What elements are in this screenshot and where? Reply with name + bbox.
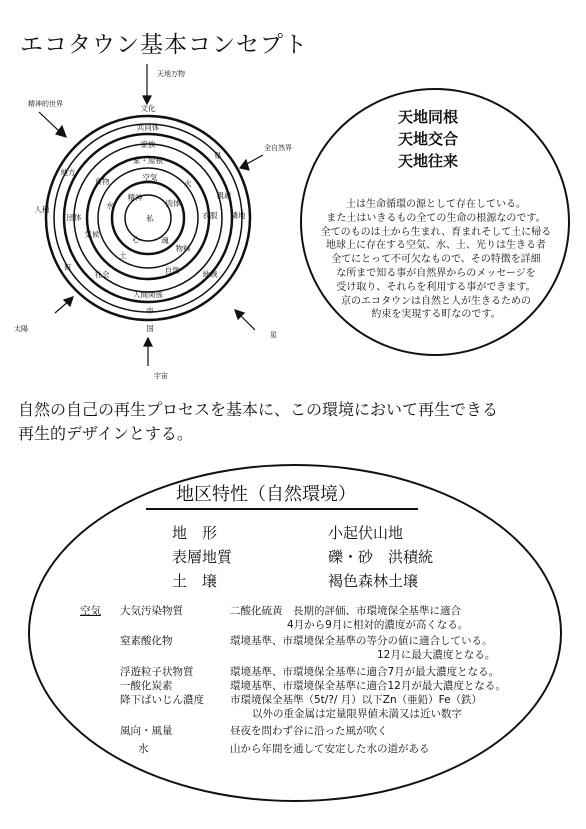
row-detail: 12月に最大濃度となる。: [377, 649, 496, 661]
concept-line: 京のエコタウンは自然と人が生きるための: [341, 295, 531, 307]
row-item: 降下ばいじん濃度: [120, 694, 204, 706]
row-item: 風向・風量: [120, 725, 173, 737]
ring-label-nikutai: 肉体: [165, 199, 181, 208]
ring-label-tanrin: 隣地: [230, 211, 246, 220]
ring-label-shi: 市: [146, 306, 154, 315]
row-detail: 環境基準、市環境保全基準の等分の値に適合している。: [230, 635, 493, 647]
ring-label-chiiki: 地域: [202, 270, 218, 279]
ring-label-ie: 家・屋根: [133, 156, 163, 165]
ring-label-dantai: 団体: [66, 213, 82, 222]
terrain-label: 地 形: [172, 524, 218, 542]
row-detail: 山から年間を通して安定した水の道がある: [230, 743, 430, 755]
row-detail: 4月から9月に相対的濃度が高くなる。: [287, 619, 469, 631]
concept-line: 全てのものは土から生まれ、育まれそして土に帰る: [320, 226, 552, 238]
ring-label-chiho: 地方: [60, 168, 76, 177]
concept-line: また土はいきるもの全ての生命の根源なのです。: [326, 212, 546, 224]
district-title-divider: [146, 508, 418, 510]
ring-label-bunka: 文化: [140, 104, 156, 113]
ring-label-shakai: 社会: [94, 270, 110, 279]
district-title: 地区特性（自然環境）: [176, 484, 356, 505]
ring-label-mizu: 水: [106, 201, 114, 210]
lead-line: 自然の自己の再生プロセスを基本に、この環境において再生できる: [18, 400, 499, 419]
lead-statement: [18, 398, 498, 446]
ring-label-kuki: 空気: [142, 173, 158, 182]
ring-label-kazoku: 家族: [140, 140, 156, 149]
row-item: 窒素酸化物: [120, 635, 173, 647]
concept-line: な所まで知る事が自然界からのメッセージを: [336, 267, 536, 279]
ring-label-shizen: 自然: [164, 266, 180, 275]
terrain-value: 礫・砂 洪積統: [328, 548, 434, 566]
terrain-label: 表層地質: [172, 548, 233, 566]
ring-label-tamashii: 魂: [161, 236, 169, 245]
label-zenshizenkai: 全自然界: [264, 144, 292, 152]
concept-body: [312, 198, 560, 322]
ring-label-shokumotsu: 食物: [94, 177, 110, 186]
headline-tenchi-dokon: 天地同根: [398, 108, 459, 126]
ring-label-machi: 町: [64, 263, 72, 272]
row-item: 水: [138, 743, 149, 755]
ring-label-kyodotai: 共同体: [136, 123, 160, 132]
ring-label-ningen: 人種: [34, 205, 50, 214]
row-detail: 市環境保全基準（5t/?/ 月）以下Zn（亜鉛）Fe（鉄）: [230, 694, 483, 706]
row-item: 一酸化炭素: [120, 680, 173, 692]
concept-line: 約束を実現する町なのです。: [371, 309, 501, 321]
ring-label-ifuku: 衣服: [202, 211, 218, 220]
ring-label-ken: 県: [214, 151, 222, 160]
ring-label-shinzoku: 親戚: [216, 191, 232, 200]
terrain-value: 褐色森林土壌: [328, 572, 419, 590]
page-title: エコタウン基本コンセプト: [20, 32, 308, 58]
concentric-circle-diagram: [0, 60, 300, 380]
ring-label-kokoro: 心: [132, 235, 140, 244]
row-detail: 昼夜を問わず谷に沿った風が吹く: [230, 725, 388, 737]
ring-label-butsuryo: 物料: [175, 244, 191, 253]
label-tenchibanbutsu: 天地万物: [157, 70, 185, 78]
terrain-label: 土 壌: [172, 572, 218, 590]
ring-label-tsuchi: 土: [119, 251, 127, 260]
row-detail: 二酸化硫黄 長期的評価、市環境保全基準に適合: [230, 605, 461, 617]
row-detail: 環境基準、市環境保全基準に適合12月が最大濃度となる。: [230, 680, 506, 692]
concept-line: 土は生命循環の源として存在している。: [346, 199, 526, 210]
label-seishinteki-sekai: 精神的世界: [28, 100, 63, 108]
label-hoshi: 星: [270, 331, 277, 339]
category-air: 空気: [80, 605, 101, 617]
headline-tenchi-orai: 天地往来: [398, 152, 459, 170]
concept-line: 地球上に存在する空気、水、土、光りは生きる者: [326, 240, 546, 252]
ring-label-ningenkankei: 人間関係: [133, 290, 163, 299]
terrain-value: 小起伏山地: [328, 524, 404, 542]
headline-tenchi-kogo: 天地交合: [398, 130, 459, 148]
lead-line: 再生的デザインとする。: [18, 424, 193, 443]
row-detail: 環境基準、市環境保全基準に適合7月が最大濃度となる。: [230, 666, 500, 678]
label-uchu: 宇宙: [154, 372, 168, 380]
ring-label-hi: 火: [184, 179, 192, 188]
row-detail: 以外の重金属は定量限界値未満又は近い数字: [252, 708, 462, 720]
label-taiyo: 太陽: [14, 325, 28, 333]
ring-label-kiko: 気候: [84, 230, 100, 239]
row-item: 浮遊粒子状物質: [120, 666, 194, 678]
concept-line: 受け取り、それらを利用する事ができます。: [336, 281, 536, 293]
ring-label-watashi: 私: [146, 214, 154, 223]
concept-line: 全てにとって不可欠なもので、その特徴を詳細: [331, 254, 541, 266]
ring-label-seishin: 精神: [127, 193, 143, 202]
row-item: 大気汚染物質: [120, 605, 183, 617]
ring-label-kuni: 国: [146, 324, 154, 333]
